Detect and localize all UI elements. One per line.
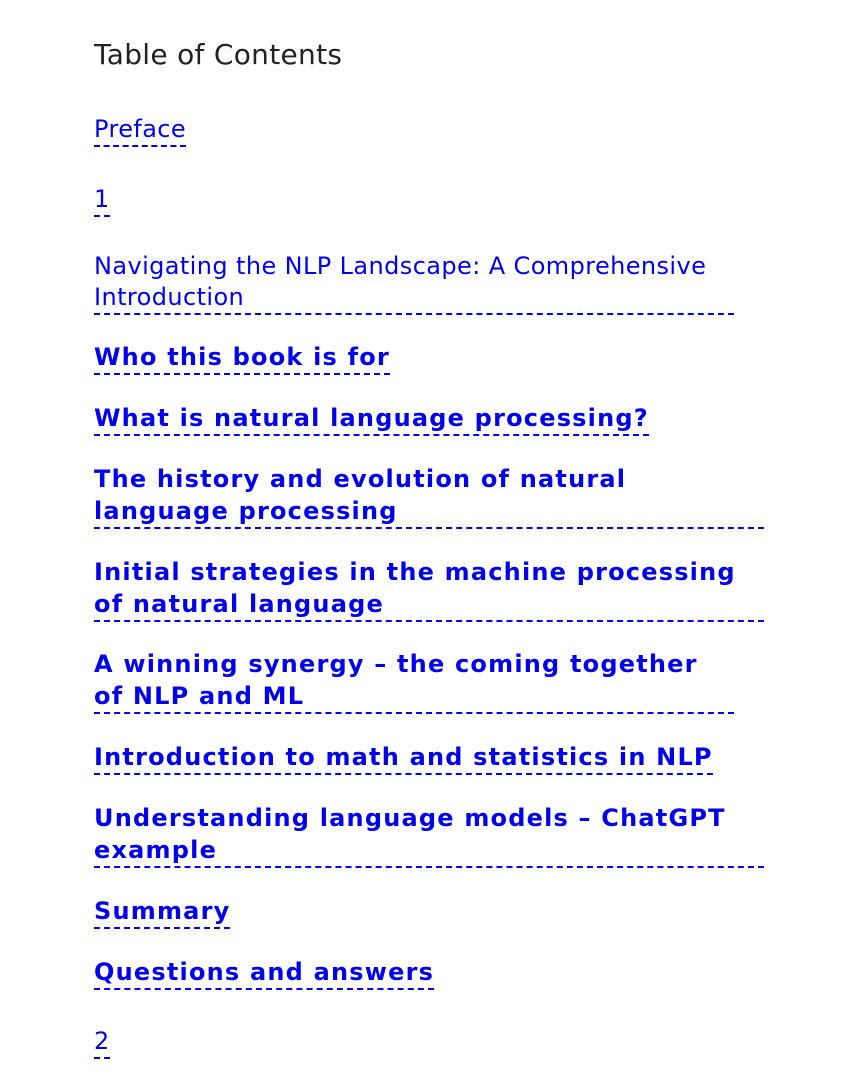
toc-link-who-this-book-is-for[interactable]: Who this book is for xyxy=(94,341,390,375)
toc-heading: Table of Contents xyxy=(94,38,343,71)
toc-link-history-of-nlp[interactable]: The history and evolution of natural language processing xyxy=(94,463,764,529)
toc-link-questions-and-answers[interactable]: Questions and answers xyxy=(94,956,434,990)
toc-link-chapter-2-number[interactable]: 2 xyxy=(94,1026,110,1059)
toc-link-winning-synergy[interactable]: A winning synergy – the coming together of NLP and ML xyxy=(94,648,734,714)
toc-link-preface[interactable]: Preface xyxy=(94,114,186,147)
toc-link-summary[interactable]: Summary xyxy=(94,895,230,929)
toc-link-math-and-statistics[interactable]: Introduction to math and statistics in NLP xyxy=(94,741,713,775)
toc-link-understanding-language-models[interactable]: Understanding language models – ChatGPT example xyxy=(94,802,764,868)
toc-link-what-is-nlp[interactable]: What is natural language processing? xyxy=(94,402,649,436)
toc-link-chapter-1-title[interactable]: Navigating the NLP Landscape: A Comprehensive Introduction xyxy=(94,251,734,315)
toc-link-chapter-1-number[interactable]: 1 xyxy=(94,184,110,217)
toc-link-initial-strategies[interactable]: Initial strategies in the machine processing of natural language xyxy=(94,556,764,622)
